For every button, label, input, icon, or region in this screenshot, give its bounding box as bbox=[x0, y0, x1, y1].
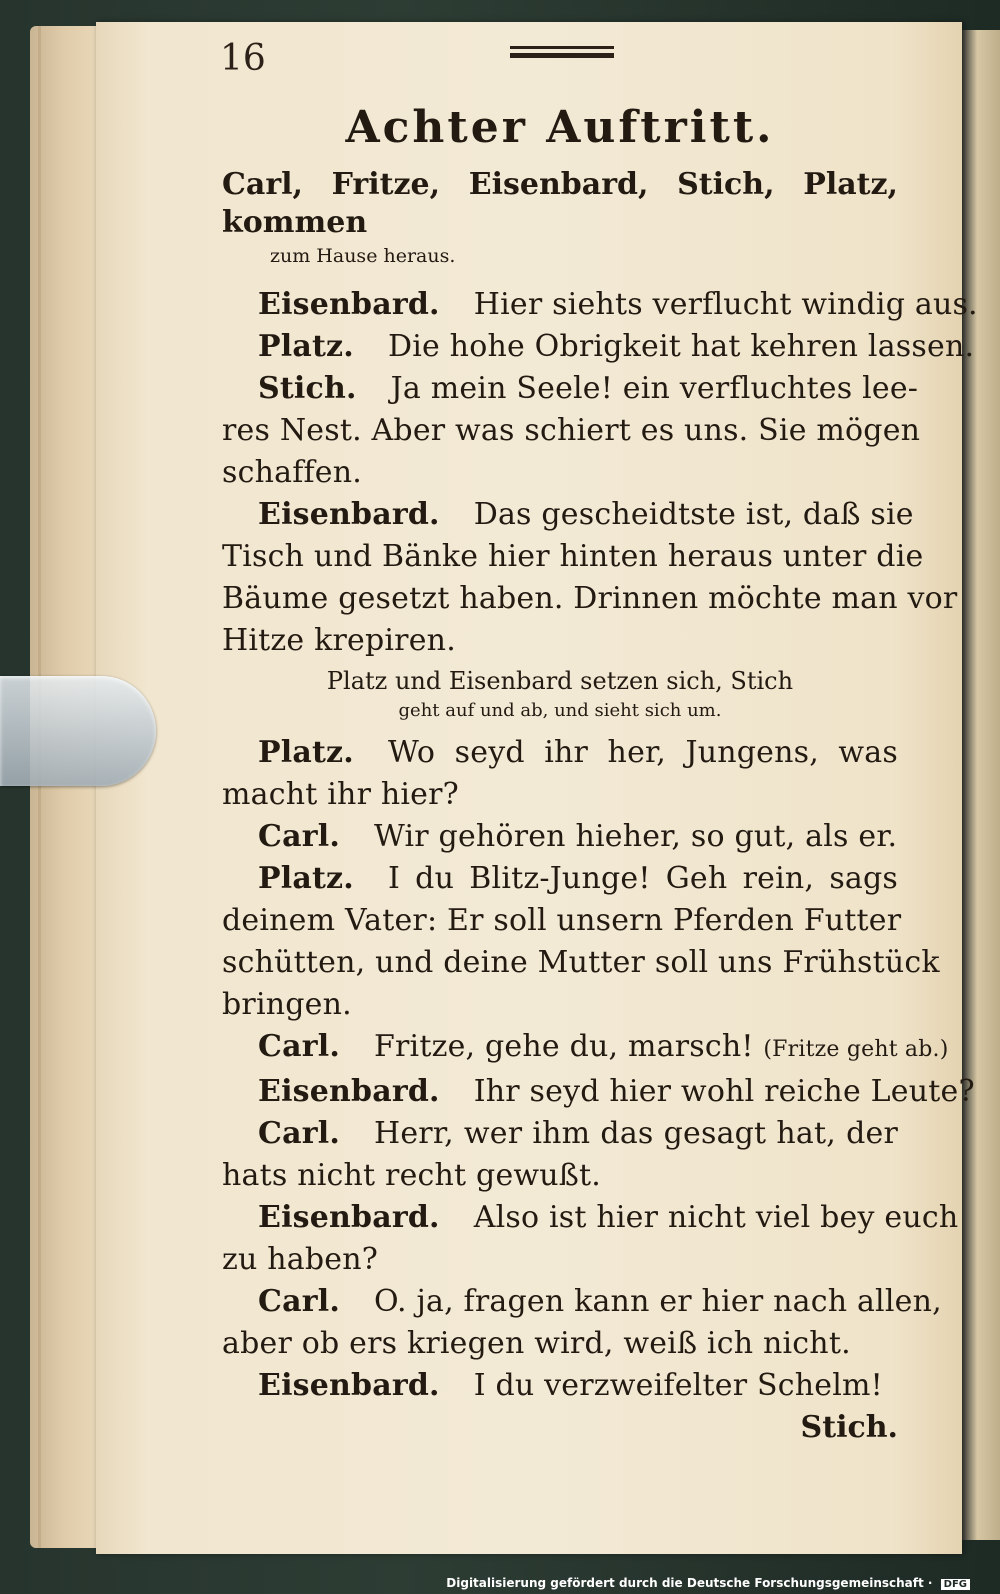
speech-line bbox=[222, 494, 914, 536]
speech-text: Das gescheidtste ist, daß sie bbox=[473, 497, 914, 532]
header-ornament-rule bbox=[510, 46, 614, 62]
speech-line bbox=[222, 620, 898, 662]
stage-direction bbox=[222, 666, 898, 726]
speech-text: macht ihr hier? bbox=[222, 777, 459, 812]
speech-text: Ihr seyd hier wohl reiche Leute? bbox=[473, 1074, 975, 1109]
speaker-name: Carl. bbox=[258, 819, 340, 854]
stage-direction-line-1: Platz und Eisenbard setzen sich, Stich bbox=[326, 667, 794, 695]
speaker-name: Carl. bbox=[258, 1029, 340, 1064]
speaker-name: Carl. bbox=[258, 1116, 340, 1151]
speech-line bbox=[222, 410, 921, 452]
speech-line bbox=[222, 900, 902, 942]
speech-line bbox=[222, 816, 898, 858]
speech-text: hats nicht recht gewußt. bbox=[222, 1158, 602, 1193]
speech-text: bringen. bbox=[222, 987, 352, 1022]
entrance-direction-cont: zum Hause heraus. bbox=[270, 245, 456, 267]
speech-text: Also ist hier nicht viel bey euch bbox=[473, 1200, 959, 1235]
speech-text: Herr, wer ihm das gesagt hat, der bbox=[373, 1116, 898, 1151]
speech-text: schaffen. bbox=[222, 455, 363, 490]
speech-text: Wo seyd ihr her, Jungens, was bbox=[387, 735, 898, 770]
speech-text: Hitze krepiren. bbox=[222, 623, 456, 658]
speaker-name: Eisenbard. bbox=[258, 1368, 440, 1403]
speech-block bbox=[222, 1071, 975, 1113]
speech-line bbox=[222, 368, 919, 410]
speech-line bbox=[222, 774, 898, 816]
speech-text: deinem Vater: Er soll unsern Pferden Futter bbox=[222, 903, 902, 938]
speech-block bbox=[222, 284, 978, 326]
speech-text: Wir gehören hieher, so gut, als er. bbox=[373, 819, 898, 854]
speech-line bbox=[222, 1155, 898, 1197]
inline-stage-direction: (Fritze geht ab.) bbox=[763, 1037, 949, 1062]
credit-text: Digitalisierung gefördert durch die Deutsche Forschungsgemeinschaft · bbox=[446, 1576, 933, 1590]
speech-line bbox=[222, 284, 978, 326]
stage-direction-line-2: geht auf und ab, und sieht sich um. bbox=[398, 700, 722, 721]
speech-block bbox=[222, 732, 898, 816]
facing-page-edge bbox=[962, 30, 1000, 1540]
speech-text: zu haben? bbox=[222, 1242, 379, 1277]
digitization-credit bbox=[446, 1576, 970, 1590]
speech-line bbox=[222, 326, 975, 368]
speech-text: Bäume gesetzt haben. Drinnen möchte man vor bbox=[222, 581, 958, 616]
page-clip bbox=[0, 676, 156, 786]
speech-text: Die hohe Obrigkeit hat kehren lassen. bbox=[387, 329, 975, 364]
entrance-direction: Carl, Fritze, Eisenbard, Stich, Platz, kommen bbox=[222, 167, 898, 240]
dialogue-part-2 bbox=[222, 732, 975, 1407]
speech-text: aber ob ers kriegen wird, weiß ich nicht. bbox=[222, 1326, 851, 1361]
speaker-name: Eisenbard. bbox=[258, 287, 440, 322]
speech-line bbox=[222, 1365, 898, 1407]
speech-block bbox=[222, 494, 958, 662]
speech-block bbox=[222, 326, 975, 368]
page-number: 16 bbox=[220, 38, 266, 79]
speech-text: I du Blitz-Junge! Geh rein, sags bbox=[387, 861, 898, 896]
speech-text: res Nest. Aber was schiert es uns. Sie mögen bbox=[222, 413, 921, 448]
speech-line bbox=[222, 1026, 949, 1071]
speaker-name: Eisenbard. bbox=[258, 497, 440, 532]
speech-block bbox=[222, 1281, 942, 1365]
speech-text: Hier siehts verflucht windig aus. bbox=[473, 287, 978, 322]
speech-block bbox=[222, 1365, 898, 1407]
speaker-name: Platz. bbox=[258, 861, 354, 896]
speech-line bbox=[222, 858, 898, 900]
page-text bbox=[222, 100, 978, 1449]
speech-line bbox=[222, 1239, 898, 1281]
speech-line bbox=[222, 1281, 942, 1323]
dialogue-part-1 bbox=[222, 284, 978, 662]
speaker-name: Platz. bbox=[258, 735, 354, 770]
speech-text: schütten, und deine Mutter soll uns Frühstück bbox=[222, 945, 940, 980]
scene-heading: Achter Auftritt. bbox=[345, 102, 775, 153]
speech-block bbox=[222, 858, 940, 1026]
catchword: Stich. bbox=[800, 1410, 898, 1445]
speech-line bbox=[222, 1323, 898, 1365]
speech-text: Ja mein Seele! ein verfluchtes lee- bbox=[390, 371, 919, 406]
speech-line bbox=[222, 984, 898, 1026]
speaker-name: Eisenbard. bbox=[258, 1200, 440, 1235]
speech-block bbox=[222, 1113, 898, 1197]
speech-block bbox=[222, 816, 898, 858]
speech-line bbox=[222, 536, 924, 578]
speech-text: I du verzweifelter Schelm! bbox=[473, 1368, 883, 1403]
speech-line bbox=[222, 1071, 975, 1113]
speech-line bbox=[222, 732, 898, 774]
speaker-name: Eisenbard. bbox=[258, 1074, 440, 1109]
speech-text: O. ja, fragen kann er hier nach allen, bbox=[373, 1284, 942, 1319]
speech-block bbox=[222, 1197, 959, 1281]
speech-line bbox=[222, 578, 958, 620]
speech-text: Tisch und Bänke hier hinten heraus unter die bbox=[222, 539, 924, 574]
speech-block bbox=[222, 368, 921, 494]
speech-line bbox=[222, 1197, 959, 1239]
speaker-name: Carl. bbox=[258, 1284, 340, 1319]
speaker-name: Platz. bbox=[258, 329, 354, 364]
speech-block bbox=[222, 1026, 949, 1071]
speech-line bbox=[222, 942, 940, 984]
speech-line bbox=[222, 1113, 898, 1155]
speech-line bbox=[222, 452, 898, 494]
speaker-name: Stich. bbox=[258, 371, 357, 406]
dfg-logo: DFG bbox=[941, 1579, 970, 1590]
page-header bbox=[124, 38, 904, 88]
speech-text: Fritze, gehe du, marsch! bbox=[373, 1029, 754, 1064]
